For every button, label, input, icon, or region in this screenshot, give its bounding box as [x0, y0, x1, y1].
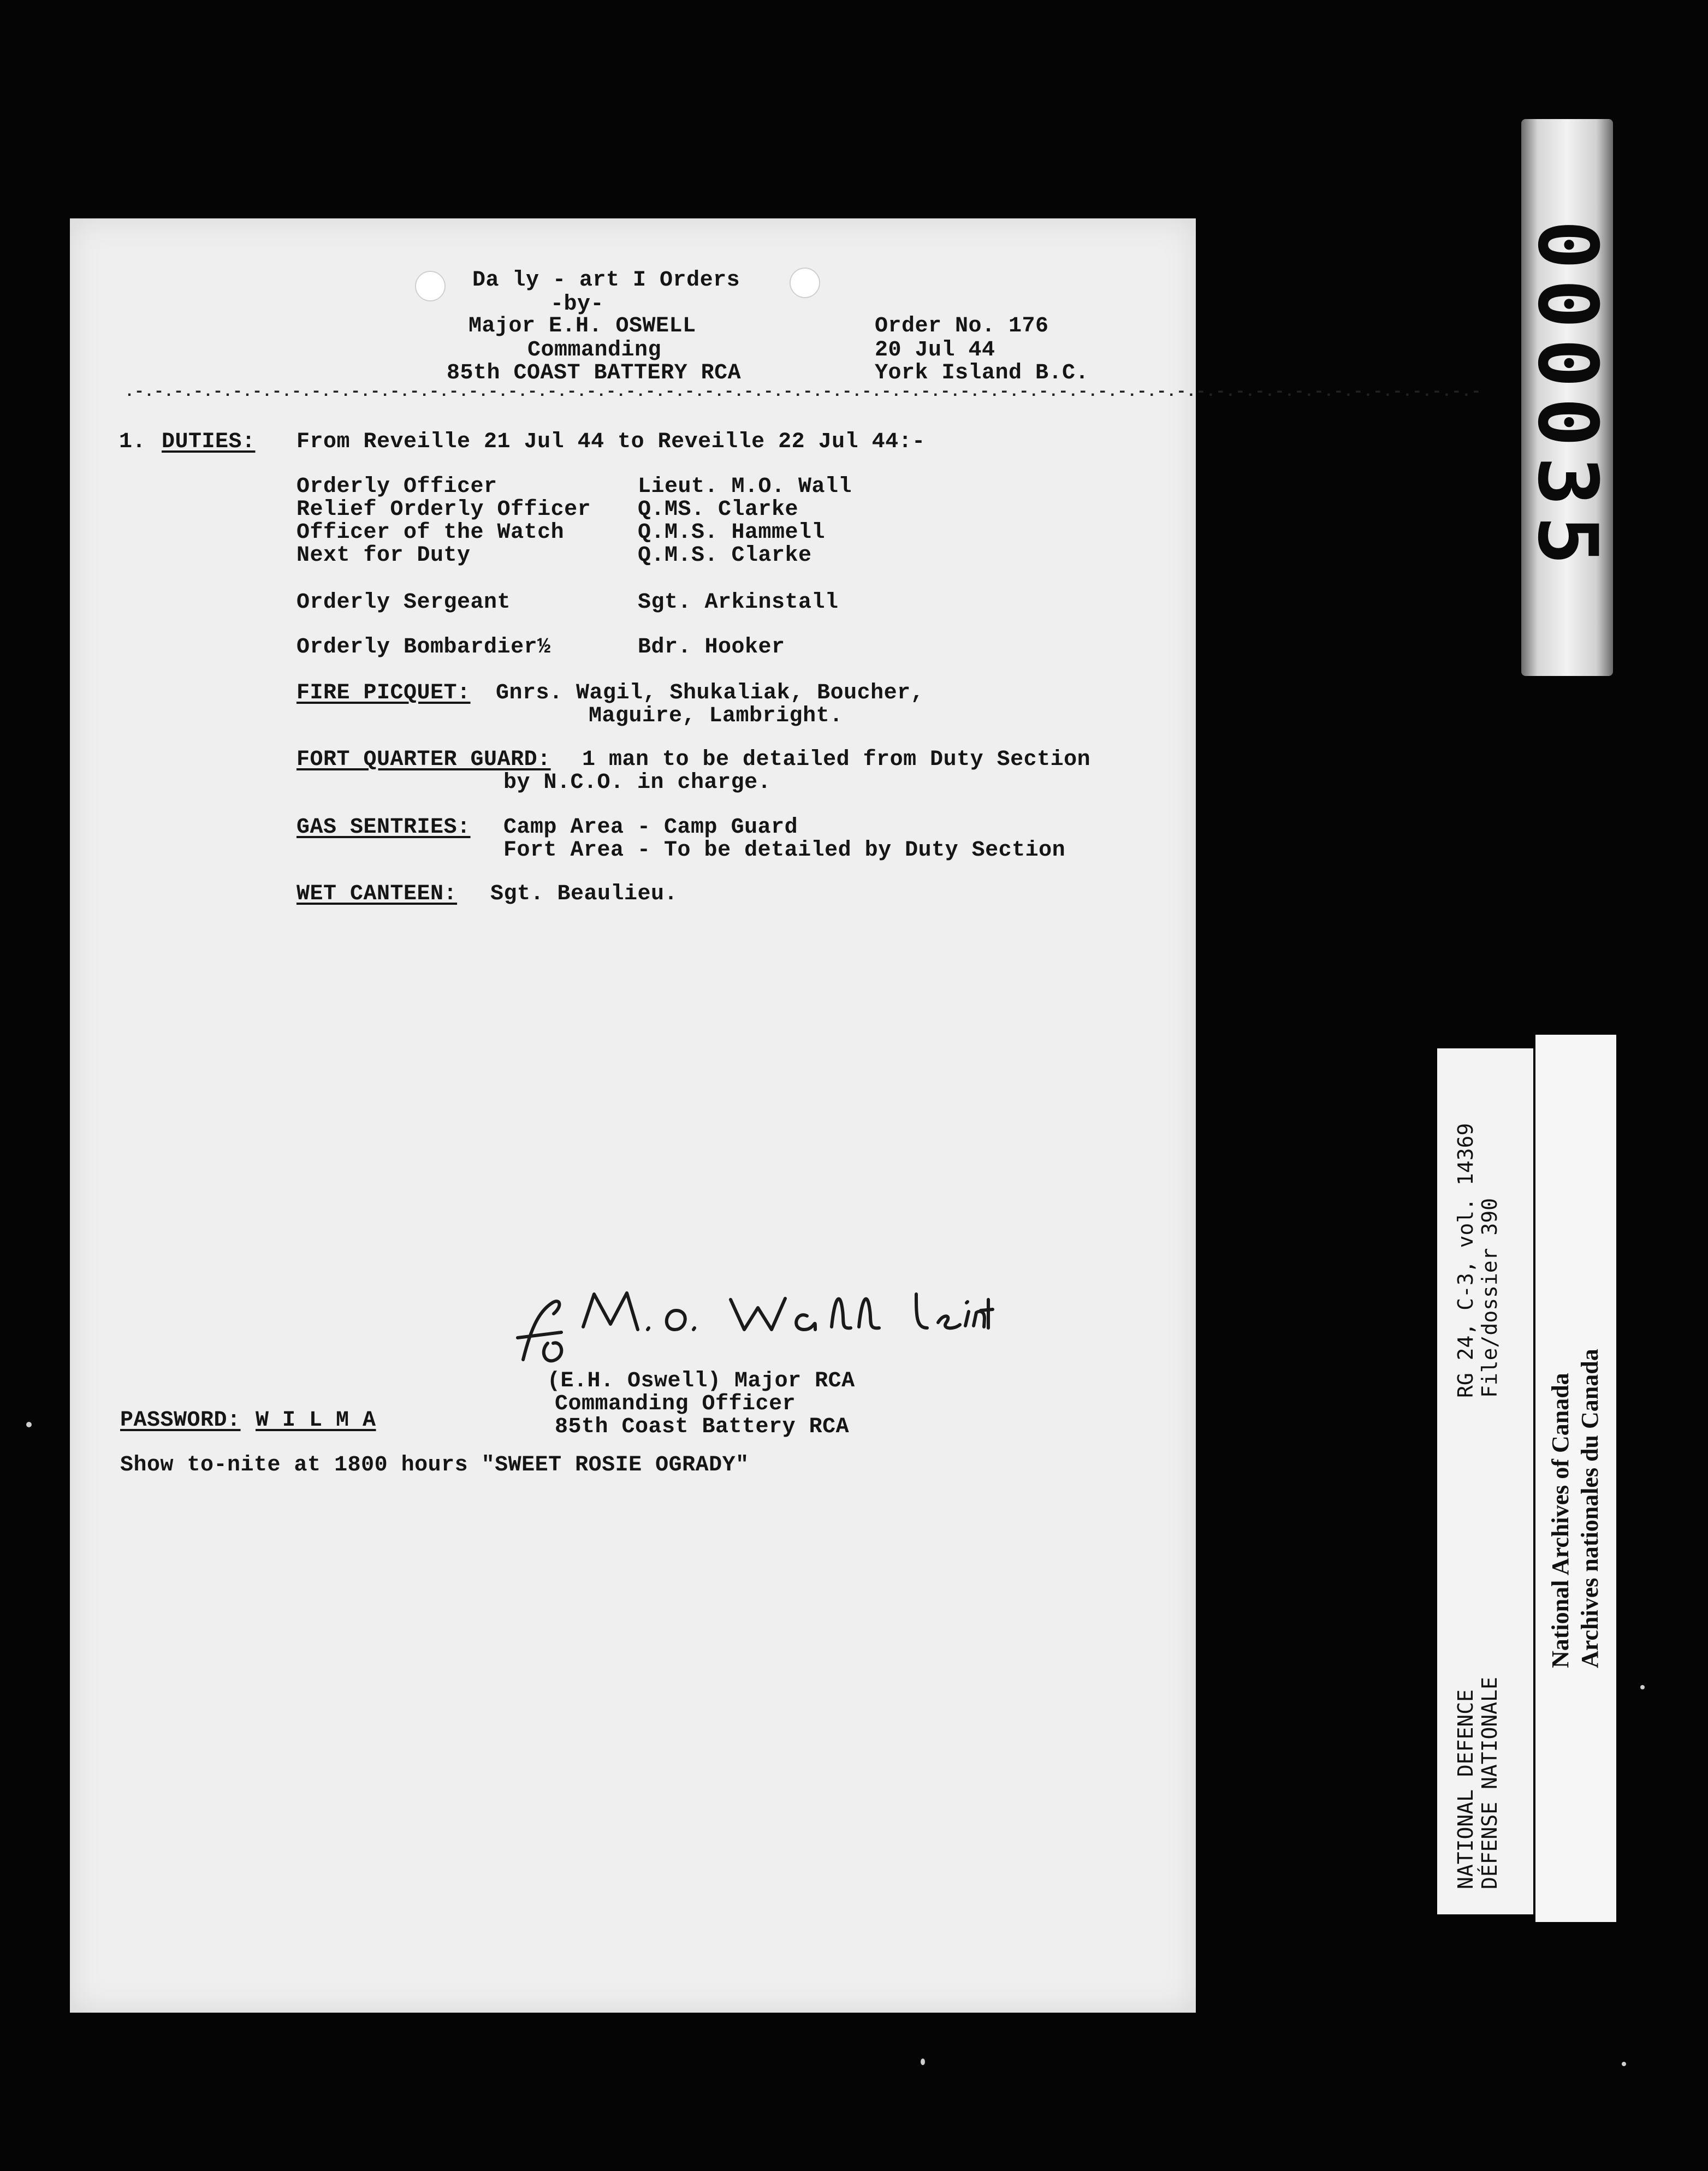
duty-name: Sgt. Arkinstall: [638, 590, 839, 615]
archive-reference-line2: File/dossier 390: [1478, 1197, 1502, 1398]
archive-reference-line1: RG 24, C-3, vol. 14369: [1454, 1123, 1478, 1398]
fort-quarter-guard-label: FORT QUARTER GUARD:: [296, 748, 551, 772]
fort-quarter-guard-text-cont: by N.C.O. in charge.: [503, 770, 772, 795]
wet-canteen-value: Sgt. Beaulieu.: [490, 882, 678, 906]
unit-name: 85th COAST BATTERY RCA: [447, 361, 742, 385]
fire-picquet-names: Gnrs. Wagil, Shukaliak, Boucher,: [496, 681, 924, 705]
signatory-title: Commanding Officer: [555, 1392, 796, 1416]
password-label: PASSWORD:: [120, 1408, 241, 1433]
password-value: W I L M A: [256, 1408, 376, 1433]
duty-role: Orderly Sergeant: [296, 590, 511, 615]
duty-name: Q.MS. Clarke: [638, 497, 799, 522]
frame-number-strip: [1521, 119, 1613, 676]
duty-name: Bdr. Hooker: [638, 635, 785, 660]
gas-sentries-fort: Fort Area - To be detailed by Duty Section: [503, 838, 1066, 863]
duty-role: Relief Orderly Officer: [296, 497, 591, 522]
frame-number: 000035: [1520, 220, 1615, 575]
duties-period: From Reveille 21 Jul 44 to Reveille 22 Jul 44:-: [296, 430, 926, 454]
film-speck: [921, 2059, 925, 2065]
film-speck: [1640, 1685, 1645, 1689]
fire-picquet-label: FIRE PICQUET:: [296, 681, 471, 705]
archives-name-label: [1535, 1035, 1616, 1922]
order-place: York Island B.C.: [875, 361, 1089, 385]
section-number: 1.: [119, 430, 146, 454]
duty-role: Next for Duty: [296, 543, 471, 568]
commanding-line: Commanding: [527, 338, 662, 363]
order-date: 20 Jul 44: [875, 338, 995, 363]
duty-role: Officer of the Watch: [296, 520, 565, 545]
duty-role: Orderly Bombardier½: [296, 635, 551, 660]
duty-name: Lieut. M.O. Wall: [638, 474, 852, 499]
punch-hole: [415, 271, 446, 301]
fire-picquet-names-cont: Maguire, Lambright.: [589, 704, 843, 728]
duty-role: Orderly Officer: [296, 474, 497, 499]
signatory-unit: 85th Coast Battery RCA: [555, 1415, 850, 1439]
gas-sentries-label: GAS SENTRIES:: [296, 815, 471, 840]
archives-name-en: National Archives of Canada: [1547, 1373, 1574, 1668]
department-en: NATIONAL DEFENCE: [1454, 1689, 1478, 1889]
signatory-name: (E.H. Oswell) Major RCA: [547, 1369, 855, 1393]
film-speck: [26, 1422, 32, 1427]
archive-reference-label: [1437, 1048, 1533, 1914]
punch-hole: [790, 268, 820, 298]
department-fr: DÉFENSE NATIONALE: [1478, 1677, 1502, 1889]
by-line: -by-: [550, 292, 604, 317]
header-separator: .-.-.-.-.-.-.-.-.-.-.-.-.-.-.-.-.-.-.-.-.-.-.-.-.-.-.-.-.-.-.-.-.-.-.-.-.-.-.-.-.-.-.-.-.-.-.-.-.-.-.-.-.-.-.-.-.-.-.-.-.-.-.-.-.-.-.-.-.-: [124, 383, 1481, 401]
duty-name: Q.M.S. Clarke: [638, 543, 812, 568]
document-title: Da ly - art I Orders: [472, 268, 740, 293]
film-speck: [1622, 2062, 1626, 2066]
duties-heading: DUTIES:: [162, 430, 256, 454]
fort-quarter-guard-text: 1 man to be detailed from Duty Section: [582, 748, 1091, 772]
archives-name-fr: Archives nationales du Canada: [1576, 1349, 1603, 1668]
commander-name: Major E.H. OSWELL: [468, 314, 696, 339]
duty-name: Q.M.S. Hammell: [638, 520, 826, 545]
gas-sentries-camp: Camp Area - Camp Guard: [503, 815, 798, 840]
show-notice: Show to-nite at 1800 hours "SWEET ROSIE OGRADY": [120, 1453, 749, 1478]
wet-canteen-label: WET CANTEEN:: [296, 882, 458, 906]
order-number: Order No. 176: [875, 314, 1049, 339]
